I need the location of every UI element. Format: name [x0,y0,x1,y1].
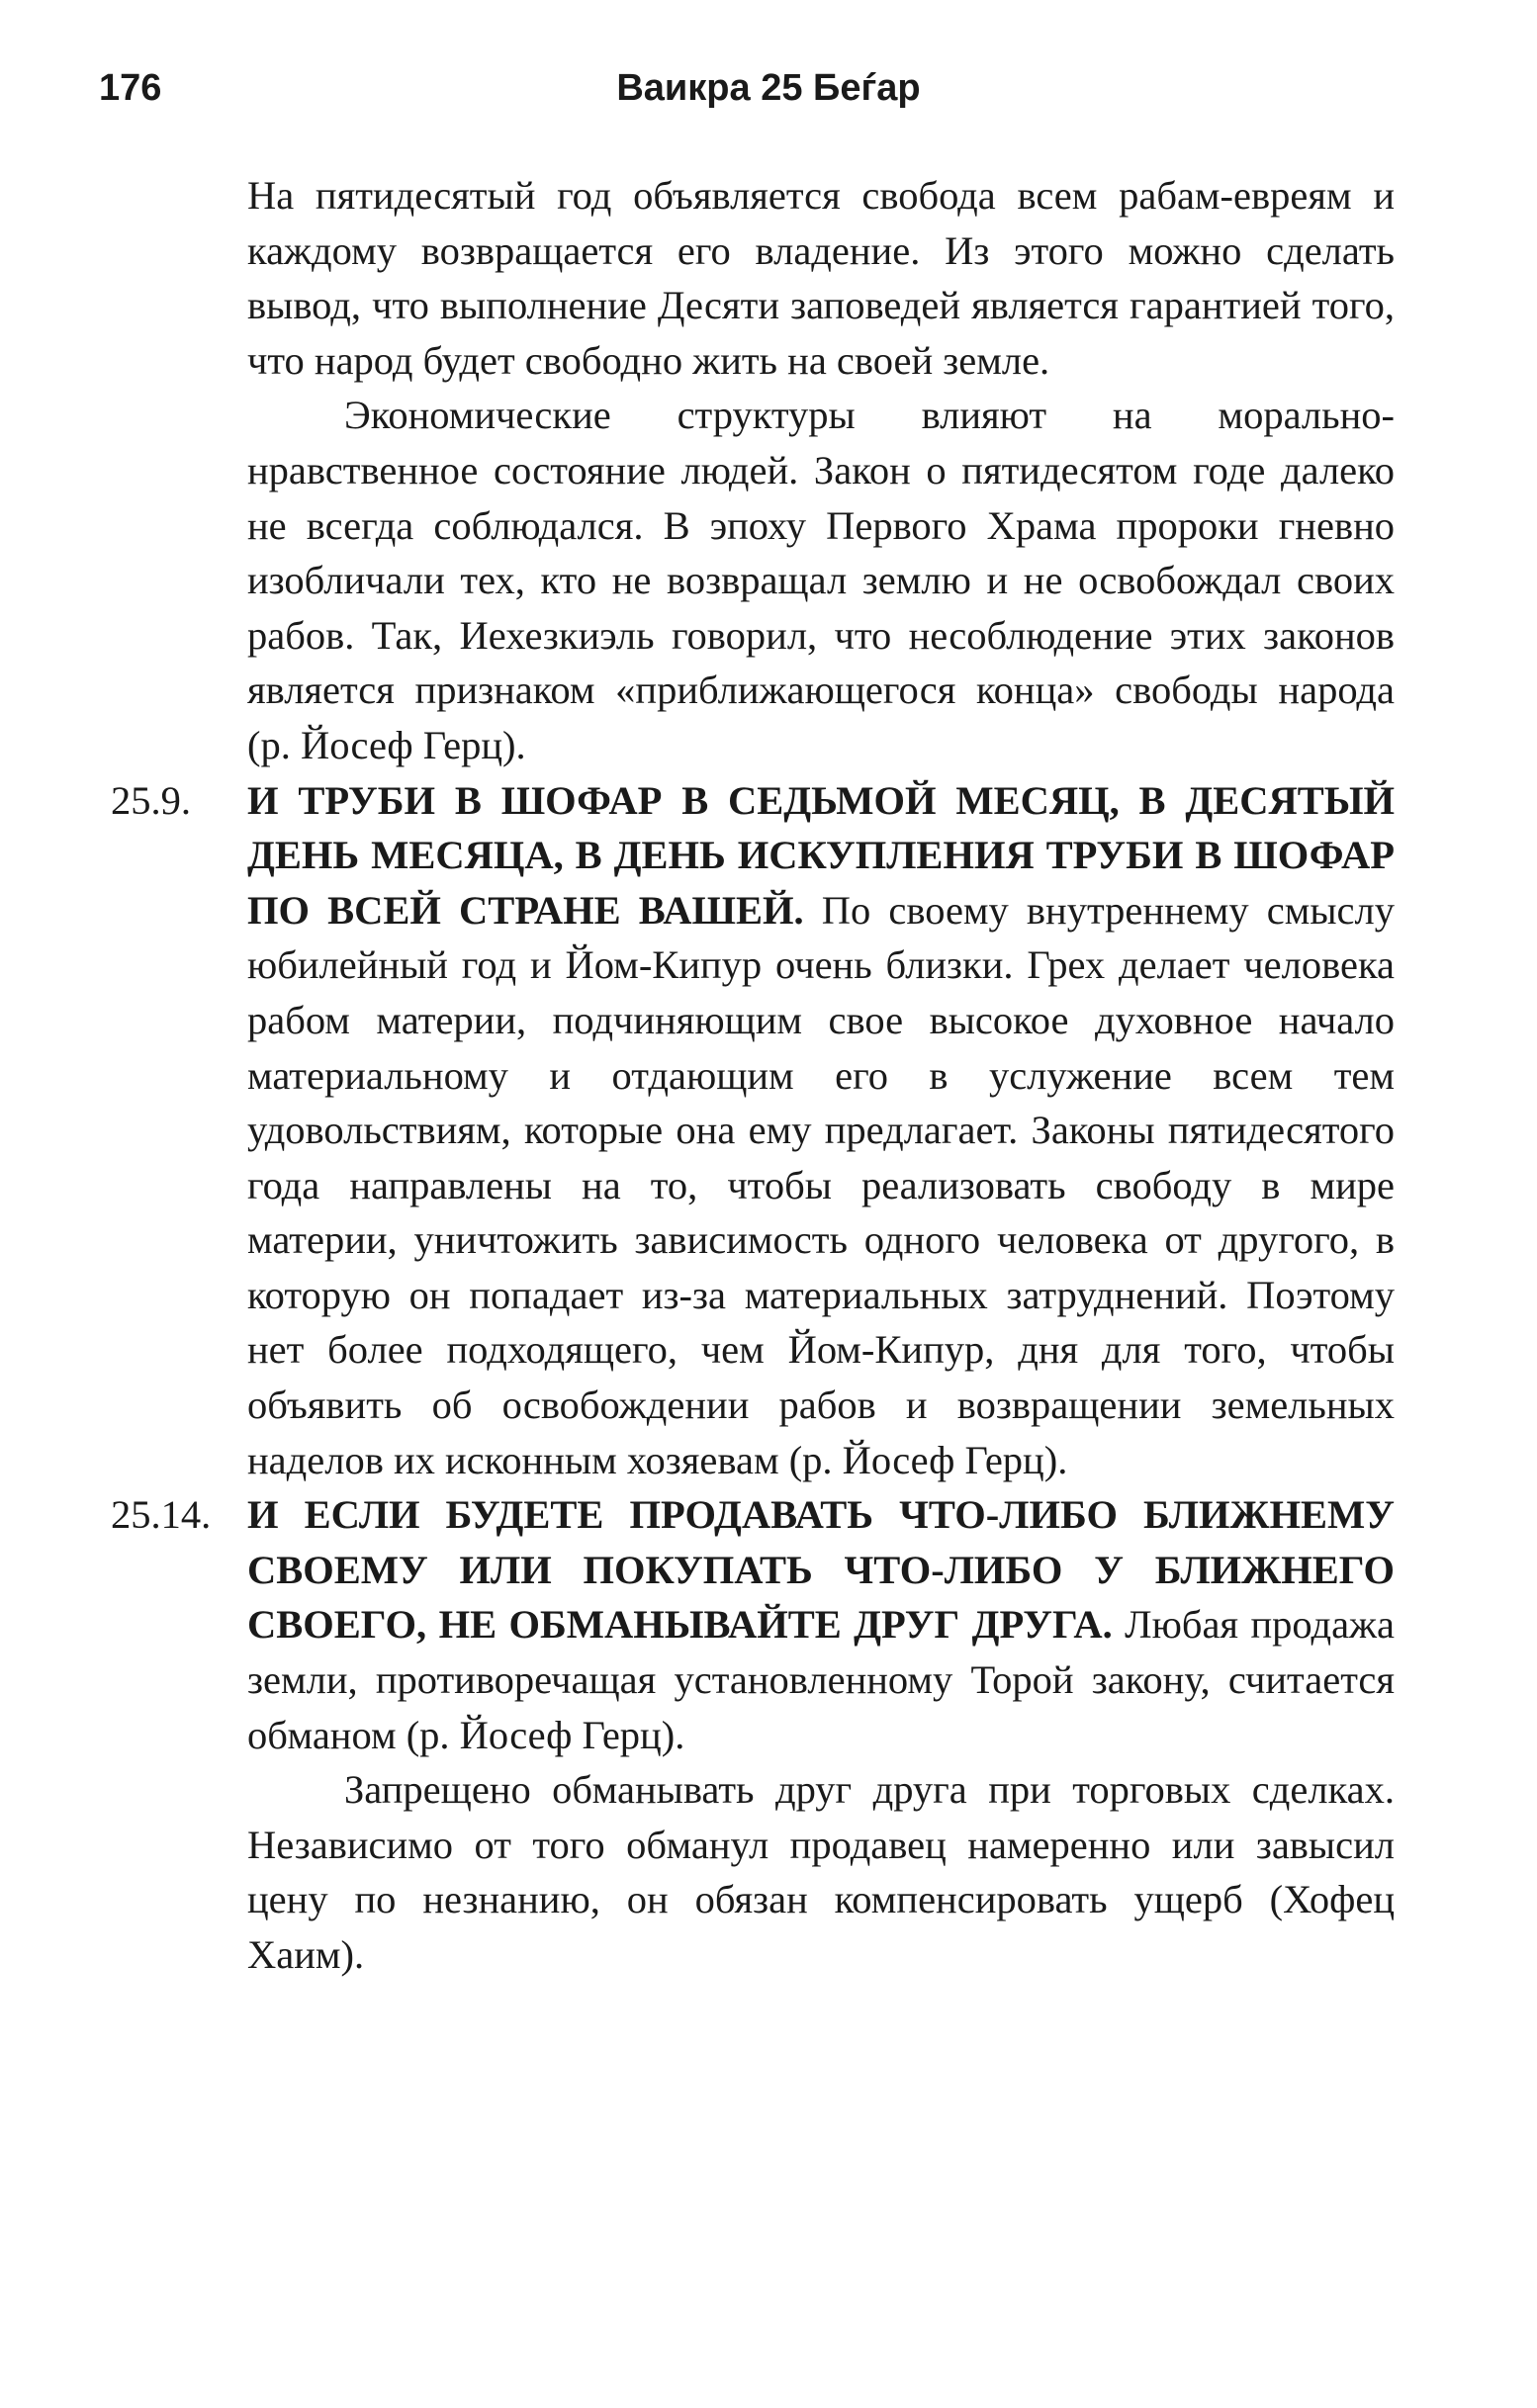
verse-number: 25.9. [111,777,191,823]
verse-text [247,1487,1395,1762]
running-title: Ваикра 25 Беѓар [616,67,921,109]
paragraph-jubilee-freedom: На пятидесятый год объявляется свобода всем рабам-евреям и каждому возвращается его владение. Из этого можно сделать вывод, что выполнение Десяти заповедей является гарантией того, что народ будет свободно жить на своей земле. [247,173,1395,383]
verse-quote: И ЕСЛИ БУДЕТЕ ПРОДАВАТЬ ЧТО-ЛИБО БЛИЖНЕМУ СВОЕМУ ИЛИ ПОКУПАТЬ ЧТО-ЛИБО У БЛИЖНЕГО СВОЕГО, НЕ ОБМАНЫВАЙТЕ ДРУГ ДРУГА. [247,1492,1395,1648]
page-body [111,168,1395,1983]
page-header [0,67,1537,127]
verse-text [247,773,1395,1488]
verse-entry-25-9 [111,773,1395,1488]
verse-commentary: Любая продажа земли, противоречащая установленному Торой закону, считается обманом (р. Йосеф Герц). [247,1602,1395,1757]
verse-quote: И ТРУБИ В ШОФАР В СЕДЬМОЙ МЕСЯЦ, В ДЕСЯТЫЙ ДЕНЬ МЕСЯЦА, В ДЕНЬ ИСКУПЛЕНИЯ ТРУБИ В ШОФАР ПО ВСЕЙ СТРАНЕ ВАШЕЙ. [247,777,1395,933]
verse-entry-25-14 [111,1487,1395,1762]
verse-commentary: По своему внутреннему смыслу юбилейный год и Йом-Кипур очень близки. Грех делает человека рабом материи, подчиняющим свое высокое духовное начало материальному и отдающим его в услужение всем тем удовольствиям, которые она ему предлагает. Законы пятидесятого года направлены на то, чтобы реализовать свободу в мире материи, уничтожить зависимость одного человека от другого, в которую он попадает из-за материальных затруднений. Поэтому нет более подходящего, чем Йом-Кипур, дня для того, чтобы объявить об освобождении рабов и возвращении земельных наделов их исконным хозяевам (р. Йосеф Герц). [247,887,1395,1482]
paragraph-economic-structures: Экономические структуры влияют на морально-нравственное состояние людей. Закон о пятидесятом годе далеко не всегда соблюдался. В эпоху Первого Храма пророки гневно изобличали тех, кто не возвращал землю и не освобождал своих рабов. Так, Иехезкиэль говорил, что несоблюдение этих законов является признаком «приближающегося конца» свободы народа (р. Йосеф Герц). [247,393,1395,767]
page-number: 176 [99,67,162,109]
paragraph-trade-deception: Запрещено обманывать друг друга при торговых сделках. Независимо от того обманул продавец намеренно или завысил цену по незнанию, он обязан компенсировать ущерб (Хофец Хаим). [247,1767,1395,1977]
verse-number: 25.14. [111,1492,212,1538]
